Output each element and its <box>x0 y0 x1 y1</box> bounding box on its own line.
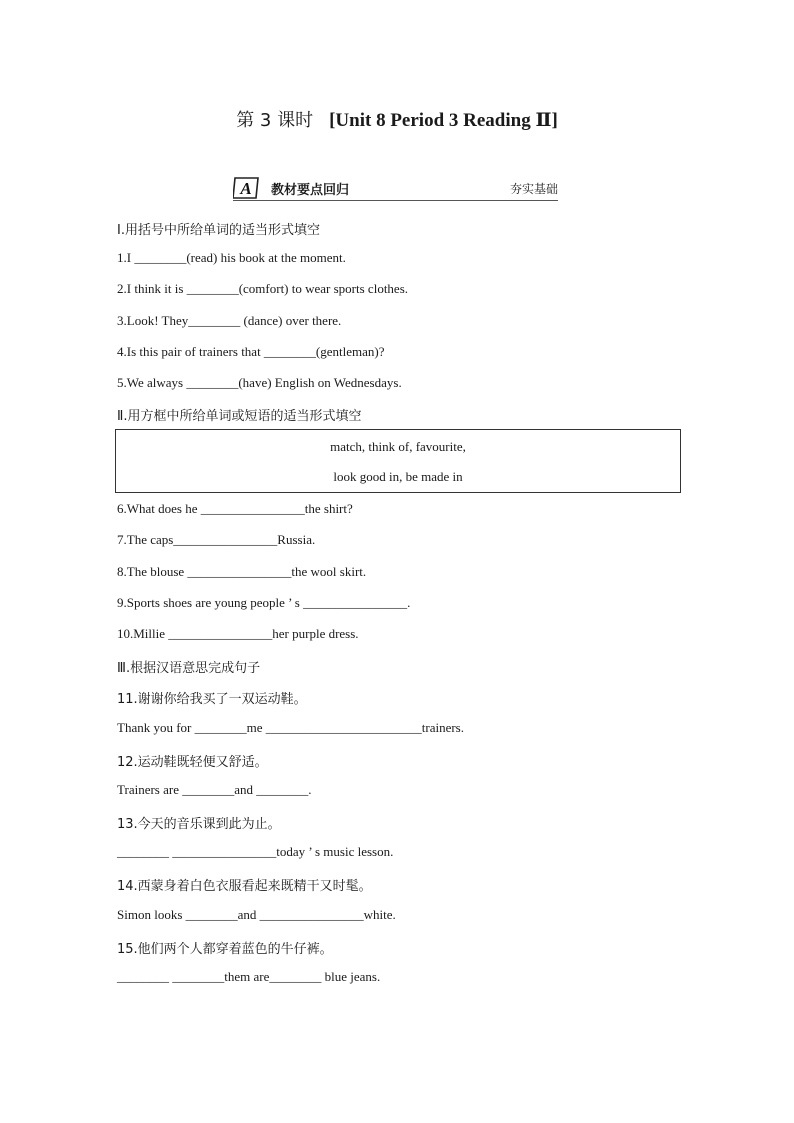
question-9: 9.Sports shoes are young people ’ s ________________. <box>117 595 411 610</box>
question-6: 6.What does he ________________the shirt? <box>117 501 353 516</box>
word-box <box>115 429 681 493</box>
question-13-answer: ________ ________________today ’ s music lesson. <box>117 844 394 859</box>
banner-divider <box>233 200 558 201</box>
banner-tag: 夯实基础 <box>509 182 558 196</box>
question-12-answer: Trainers are ________and ________. <box>117 782 312 797</box>
lesson-label: 第 3 课时 <box>236 110 314 131</box>
section-heading-1: Ⅰ.用括号中所给单词的适当形式填空 <box>117 223 320 238</box>
question-8: 8.The blouse ________________the wool skirt. <box>117 564 367 579</box>
question-3: 3.Look! They________ (dance) over there. <box>117 313 342 328</box>
question-14-answer: Simon looks ________and ________________white. <box>117 907 396 922</box>
question-5: 5.We always ________(have) English on Wednesdays. <box>117 375 402 390</box>
question-12-prompt: 12.运动鞋既轻便又舒适。 <box>117 755 268 770</box>
word-box-line-1: match, think of, favourite, <box>330 439 466 454</box>
question-11-prompt: 11.谢谢你给我买了一双运动鞋。 <box>117 692 307 707</box>
page-title <box>0 106 794 132</box>
question-2: 2.I think it is ________(comfort) to wear sports clothes. <box>117 281 409 296</box>
question-7: 7.The caps________________Russia. <box>117 532 316 547</box>
banner-title: 教材要点回归 <box>271 183 350 198</box>
section-heading-3: Ⅲ.根据汉语意思完成句子 <box>117 661 261 676</box>
question-10: 10.Millie ________________her purple dress. <box>117 626 359 641</box>
question-15-prompt: 15.他们两个人都穿着蓝色的牛仔裤。 <box>117 942 333 957</box>
section-banner <box>233 177 558 201</box>
question-1: 1.I ________(read) his book at the moment. <box>117 250 346 265</box>
question-13-prompt: 13.今天的音乐课到此为止。 <box>117 817 281 832</box>
question-11-answer: Thank you for ________me ________________________trainers. <box>117 720 464 735</box>
word-box-line-2: look good in, be made in <box>333 469 463 484</box>
unit-label: [Unit 8 Period 3 Reading Ⅱ] <box>329 110 558 131</box>
section-heading-2: Ⅱ.用方框中所给单词或短语的适当形式填空 <box>117 409 362 424</box>
badge-a-icon <box>233 177 259 199</box>
question-4: 4.Is this pair of trainers that ________(gentleman)? <box>117 344 385 359</box>
svg-text:A: A <box>240 179 252 198</box>
question-15-answer: ________ ________them are________ blue jeans. <box>117 969 381 984</box>
question-14-prompt: 14.西蒙身着白色衣服看起来既精干又时髦。 <box>117 879 372 894</box>
